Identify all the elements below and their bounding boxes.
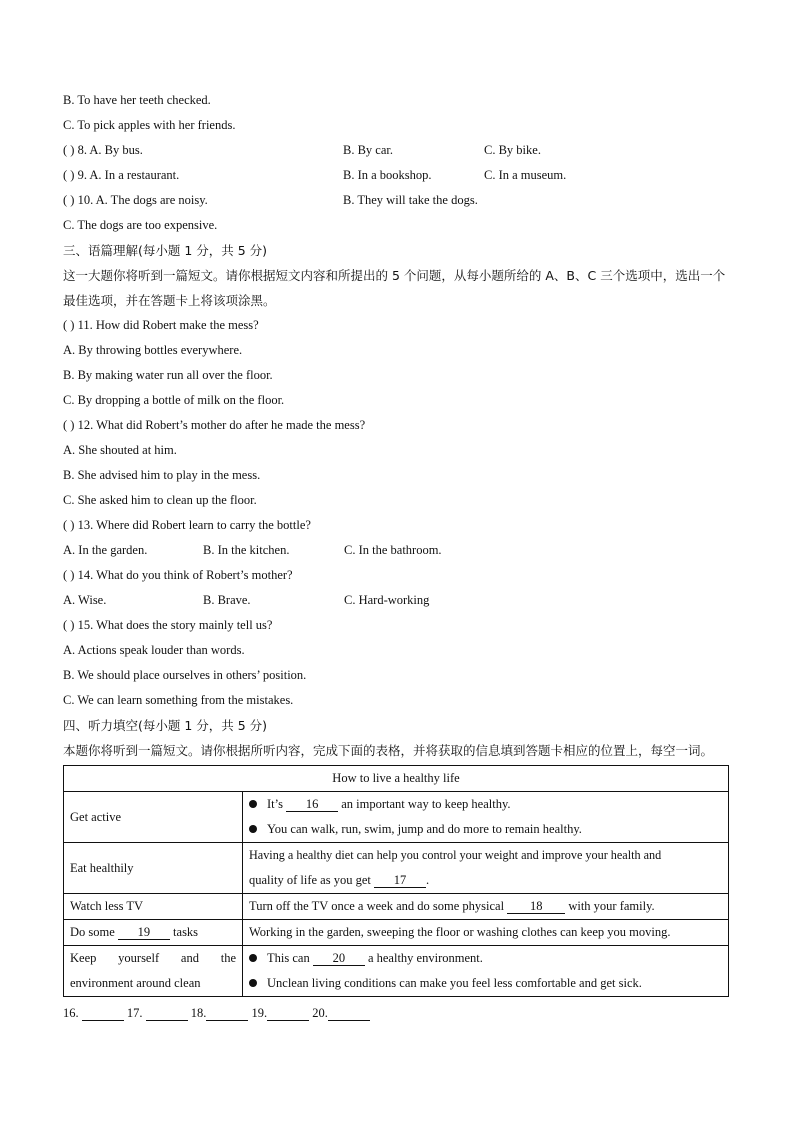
bullet-icon bbox=[249, 954, 257, 962]
question-15-option-b: B. We should place ourselves in others’ position. bbox=[63, 668, 307, 682]
section-3-instruction: 这一大题你将听到一篇短文。请你根据短文内容和所提出的 5 个问题，从每小题所给的 A、B、C 三个选项中，选出一个最佳选项，并在答题卡上将该项涂黑。 bbox=[63, 268, 726, 308]
answer-line bbox=[63, 1001, 731, 1026]
table-row bbox=[64, 792, 729, 843]
question-9-option-a: ( ) 9. A. In a restaurant. bbox=[63, 168, 180, 182]
option-line: B. To have her teeth checked. bbox=[63, 93, 211, 107]
question-13-option-b: B. In the kitchen. bbox=[203, 543, 290, 557]
question-11-option-b: B. By making water run all over the floor. bbox=[63, 368, 273, 382]
table-title: How to live a healthy life bbox=[64, 766, 729, 792]
question-14: ( ) 14. What do you think of Robert’s mother? bbox=[63, 568, 293, 582]
row-content: Turn off the TV once a week and do some physical 18 with your family. bbox=[243, 894, 729, 920]
blank-17: 17 bbox=[374, 873, 426, 888]
bullet-line: This can 20 a healthy environment. bbox=[249, 946, 722, 971]
question-9-option-c: C. In a museum. bbox=[484, 168, 567, 182]
row-content: Having a healthy diet can help you control your weight and improve your health and quality of life as you get 17 . bbox=[243, 843, 729, 894]
question-13-option-c: C. In the bathroom. bbox=[344, 543, 442, 557]
section-4-heading: 四、听力填空(每小题 1 分，共 5 分) bbox=[63, 718, 268, 733]
question-13-options bbox=[63, 538, 731, 563]
question-15-option-c: C. We can learn something from the mistakes. bbox=[63, 693, 294, 707]
question-10 bbox=[63, 188, 731, 213]
bullet-icon bbox=[249, 800, 257, 808]
exam-page bbox=[63, 88, 731, 1026]
question-9 bbox=[63, 163, 731, 188]
option-line: C. To pick apples with her friends. bbox=[63, 118, 236, 132]
answer-17-blank[interactable] bbox=[146, 1006, 188, 1021]
answer-18-blank[interactable] bbox=[206, 1006, 248, 1021]
answer-20-blank[interactable] bbox=[328, 1006, 370, 1021]
row-content bbox=[243, 946, 729, 997]
table-row bbox=[64, 843, 729, 894]
question-11-option-c: C. By dropping a bottle of milk on the floor. bbox=[63, 393, 285, 407]
question-11: ( ) 11. How did Robert make the mess? bbox=[63, 318, 259, 332]
blank-16: 16 bbox=[286, 797, 338, 812]
blank-20: 20 bbox=[313, 951, 365, 966]
section-4-instruction: 本题你将听到一篇短文。请你根据所听内容，完成下面的表格，并将获取的信息填到答题卡相应的位置上，每空一词。 bbox=[63, 743, 714, 758]
question-12-option-a: A. She shouted at him. bbox=[63, 443, 177, 457]
question-12-option-c: C. She asked him to clean up the floor. bbox=[63, 493, 257, 507]
bullet-line: It’s 16 an important way to keep healthy. bbox=[249, 792, 722, 817]
question-14-option-a: A. Wise. bbox=[63, 593, 107, 607]
row-label: Eat healthily bbox=[64, 843, 243, 894]
question-11-option-a: A. By throwing bottles everywhere. bbox=[63, 343, 243, 357]
table-title-row bbox=[64, 766, 729, 792]
table-row bbox=[64, 946, 729, 997]
answer-16-blank[interactable] bbox=[82, 1006, 124, 1021]
section-3-heading: 三、语篇理解(每小题 1 分，共 5 分) bbox=[63, 243, 268, 258]
question-8-option-a: ( ) 8. A. By bus. bbox=[63, 143, 143, 157]
question-13: ( ) 13. Where did Robert learn to carry the bottle? bbox=[63, 518, 311, 532]
answer-18-label: 18. bbox=[190, 1006, 207, 1020]
row-label: Do some 19 tasks bbox=[64, 920, 243, 946]
row-label: Get active bbox=[64, 792, 243, 843]
question-10-option-b: B. They will take the dogs. bbox=[343, 193, 478, 207]
question-14-options bbox=[63, 588, 731, 613]
blank-19: 19 bbox=[118, 925, 170, 940]
question-10-option-a: ( ) 10. A. The dogs are noisy. bbox=[63, 193, 208, 207]
question-8 bbox=[63, 138, 731, 163]
question-14-option-c: C. Hard-working bbox=[344, 593, 430, 607]
bullet-icon bbox=[249, 979, 257, 987]
question-15-option-a: A. Actions speak louder than words. bbox=[63, 643, 245, 657]
answer-19-blank[interactable] bbox=[267, 1006, 309, 1021]
bullet-line: You can walk, run, swim, jump and do more to remain healthy. bbox=[249, 817, 722, 842]
table-row bbox=[64, 920, 729, 946]
answer-20-label: 20. bbox=[312, 1006, 328, 1020]
question-10-option-c: C. The dogs are too expensive. bbox=[63, 218, 218, 232]
answer-19-label: 19. bbox=[251, 1006, 268, 1020]
bullet-line: Unclean living conditions can make you feel less comfortable and get sick. bbox=[249, 971, 722, 996]
question-13-option-a: A. In the garden. bbox=[63, 543, 148, 557]
question-9-option-b: B. In a bookshop. bbox=[343, 168, 432, 182]
table-row bbox=[64, 894, 729, 920]
question-8-option-b: B. By car. bbox=[343, 143, 393, 157]
row-content: Working in the garden, sweeping the floor or washing clothes can keep you moving. bbox=[243, 920, 729, 946]
answer-16-label: 16. bbox=[63, 1006, 79, 1020]
row-label: Keep yourself and the environment around clean bbox=[64, 946, 243, 997]
question-8-option-c: C. By bike. bbox=[484, 143, 541, 157]
bullet-icon bbox=[249, 825, 257, 833]
row-label: Watch less TV bbox=[64, 894, 243, 920]
row-content bbox=[243, 792, 729, 843]
question-12-option-b: B. She advised him to play in the mess. bbox=[63, 468, 261, 482]
blank-18: 18 bbox=[507, 899, 565, 914]
question-12: ( ) 12. What did Robert’s mother do after he made the mess? bbox=[63, 418, 366, 432]
answer-17-label: 17. bbox=[126, 1006, 143, 1020]
question-14-option-b: B. Brave. bbox=[203, 593, 251, 607]
question-15: ( ) 15. What does the story mainly tell us? bbox=[63, 618, 273, 632]
healthy-life-table bbox=[63, 765, 729, 997]
